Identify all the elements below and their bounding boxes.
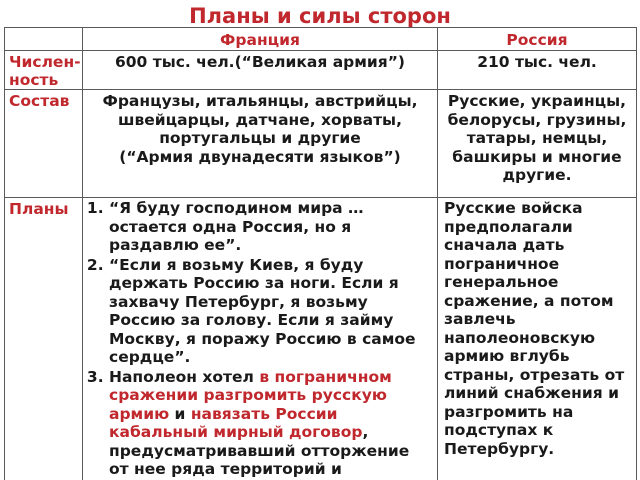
plan3-highlight-treaty: навязать России кабальный мирный договор: [109, 404, 363, 441]
russia-plan: Русские войска предполагали сначала дать пограничное генеральное сражение, а потом завлечь наполеоновскую армию вглубь страны, отрезать от линий снабжения и разгромить на подступах к Петербургу.: [444, 199, 625, 458]
label-numbers: Числен-ность: [9, 53, 81, 89]
france-composition-main: Французы, итальянцы, австрийцы, швейцарцы, датчане, хорваты, португальцы и другие: [102, 92, 418, 147]
russia-plans-cell: [438, 198, 637, 480]
table-row-numbers: [5, 51, 637, 90]
russia-composition: Русские, украинцы, белорусы, грузины, татары, немцы, башкиры и многие другие.: [447, 92, 627, 184]
table-row-composition: [5, 90, 637, 198]
header-russia-cell: [438, 28, 637, 51]
france-plan-item-3: [109, 368, 433, 479]
russia-composition-cell: [438, 90, 637, 198]
label-plans: Планы: [9, 200, 69, 218]
plan3-text-e: , предусматривавший отторжение от нее ряда территорий и: [109, 423, 410, 478]
france-plan-item-2: 2. “Если я возьму Киев, я буду держать Россию за ноги. Если я захвачу Петербург, я возьму Россию за голову. Если я займу Москву, я поражу Россию в самое сердце”.: [109, 256, 433, 367]
label-numbers-cell: [5, 51, 83, 90]
france-composition-note: (“Армия двунадесяти языков”): [119, 147, 401, 166]
page-title: Планы и силы сторон: [189, 4, 451, 28]
france-plans-list: [83, 198, 437, 479]
france-numbers: 600 тыс. чел.(“Великая армия”): [114, 53, 406, 71]
empty-corner-cell: [5, 28, 83, 51]
header-russia: Россия: [506, 31, 568, 49]
france-composition-cell: [83, 90, 438, 198]
france-plans-cell: [83, 198, 438, 480]
table-row-plans: [5, 198, 637, 480]
plan3-text-c: и: [169, 404, 191, 423]
comparison-table: [4, 27, 637, 480]
russia-numbers-cell: [438, 51, 637, 90]
plan3-highlight-battle: в пограничном сражении разгромить русскую армию: [109, 367, 392, 423]
label-composition: Состав: [9, 92, 70, 110]
header-france: Франция: [220, 31, 300, 49]
france-composition: [83, 90, 437, 166]
russia-numbers: 210 тыс. чел.: [477, 53, 597, 71]
table-header-row: [5, 28, 637, 51]
france-numbers-cell: [83, 51, 438, 90]
label-plans-cell: [5, 198, 83, 480]
label-composition-cell: [5, 90, 83, 198]
france-plan-item-1: 1. “Я буду господином мира … остается одна Россия, но я раздавлю ее”.: [109, 199, 433, 255]
header-france-cell: [83, 28, 438, 51]
plan3-text-a: Наполеон хотел: [109, 367, 260, 386]
